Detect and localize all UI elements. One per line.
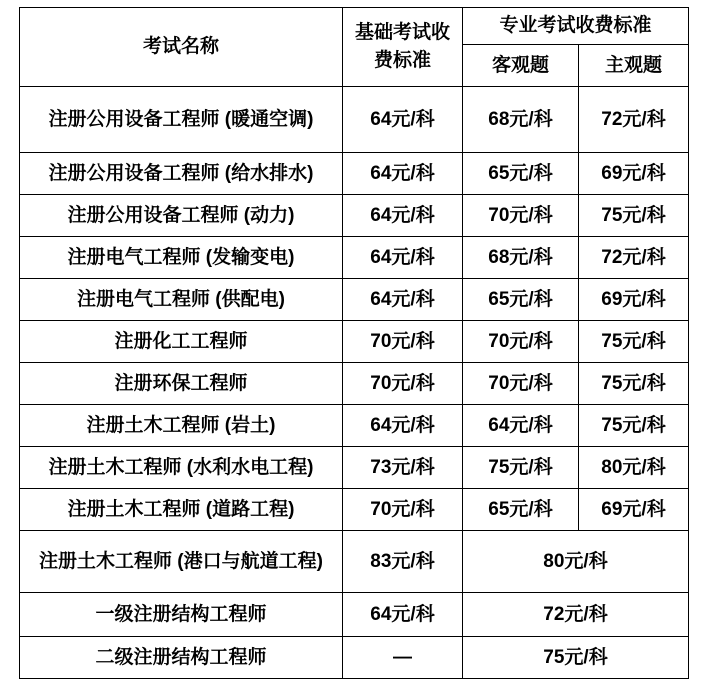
subjective-fee-cell: 75元/科 [579,363,689,405]
professional-fee-cell: 75元/科 [463,637,689,679]
objective-fee-cell: 70元/科 [463,195,579,237]
objective-fee-cell: 65元/科 [463,279,579,321]
objective-fee-cell: 68元/科 [463,237,579,279]
subjective-fee-cell: 75元/科 [579,195,689,237]
subjective-fee-cell: 69元/科 [579,489,689,531]
basic-fee-cell: 64元/科 [343,279,463,321]
header-exam-name: 考试名称 [20,8,343,87]
basic-fee-cell: 70元/科 [343,489,463,531]
basic-fee-cell: 64元/科 [343,87,463,153]
table-row [20,637,689,679]
subjective-fee-cell: 80元/科 [579,447,689,489]
exam-name-cell: 注册电气工程师 (发输变电) [20,237,343,279]
exam-name-cell: 注册土木工程师 (港口与航道工程) [20,531,343,593]
exam-name-cell: 注册公用设备工程师 (给水排水) [20,153,343,195]
table-row [20,237,689,279]
table-row [20,447,689,489]
exam-name-cell: 注册土木工程师 (岩土) [20,405,343,447]
exam-name-cell: 注册公用设备工程师 (动力) [20,195,343,237]
exam-name-cell: 注册土木工程师 (道路工程) [20,489,343,531]
basic-fee-cell: 73元/科 [343,447,463,489]
subjective-fee-cell: 72元/科 [579,87,689,153]
basic-fee-cell: 70元/科 [343,321,463,363]
objective-fee-cell: 70元/科 [463,321,579,363]
table-row [20,405,689,447]
table-row [20,321,689,363]
subjective-fee-cell: 69元/科 [579,279,689,321]
basic-fee-cell: 64元/科 [343,405,463,447]
basic-fee-cell: 64元/科 [343,593,463,637]
basic-fee-cell: 64元/科 [343,195,463,237]
header-objective: 客观题 [463,45,579,87]
exam-name-cell: 注册公用设备工程师 (暖通空调) [20,87,343,153]
subjective-fee-cell: 75元/科 [579,321,689,363]
table-row [20,87,689,153]
exam-name-cell: 注册环保工程师 [20,363,343,405]
objective-fee-cell: 65元/科 [463,489,579,531]
basic-fee-cell: 83元/科 [343,531,463,593]
professional-fee-cell: 80元/科 [463,531,689,593]
basic-fee-cell: 64元/科 [343,237,463,279]
professional-fee-cell: 72元/科 [463,593,689,637]
objective-fee-cell: 65元/科 [463,153,579,195]
basic-fee-cell: — [343,637,463,679]
header-professional-fee: 专业考试收费标准 [463,8,689,45]
objective-fee-cell: 64元/科 [463,405,579,447]
exam-name-cell: 注册电气工程师 (供配电) [20,279,343,321]
table-row [20,531,689,593]
exam-name-cell: 一级注册结构工程师 [20,593,343,637]
exam-name-cell: 注册化工工程师 [20,321,343,363]
objective-fee-cell: 70元/科 [463,363,579,405]
objective-fee-cell: 68元/科 [463,87,579,153]
header-basic-fee: 基础考试收费标准 [343,8,463,87]
subjective-fee-cell: 72元/科 [579,237,689,279]
subjective-fee-cell: 69元/科 [579,153,689,195]
table-row [20,195,689,237]
header-subjective: 主观题 [579,45,689,87]
table-row [20,593,689,637]
table-row [20,153,689,195]
objective-fee-cell: 75元/科 [463,447,579,489]
table-row [20,363,689,405]
exam-fee-table [19,7,689,679]
basic-fee-cell: 70元/科 [343,363,463,405]
subjective-fee-cell: 75元/科 [579,405,689,447]
table-row [20,279,689,321]
basic-fee-cell: 64元/科 [343,153,463,195]
exam-name-cell: 二级注册结构工程师 [20,637,343,679]
exam-name-cell: 注册土木工程师 (水利水电工程) [20,447,343,489]
table-row [20,489,689,531]
